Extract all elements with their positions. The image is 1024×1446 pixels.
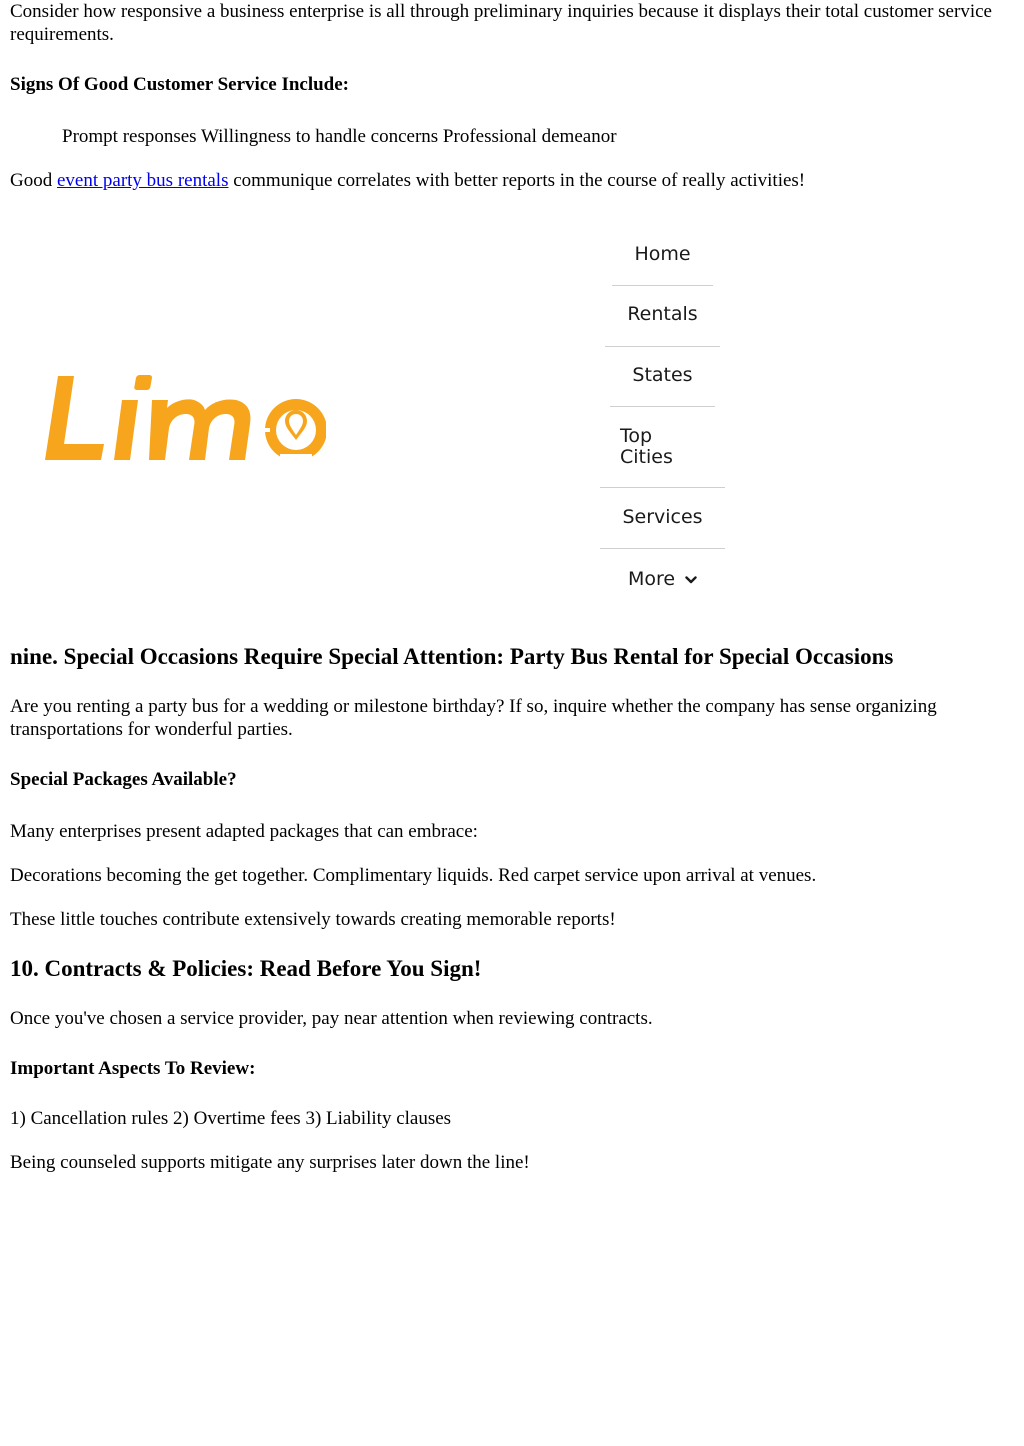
packages-paragraph-3: These little touches contribute extensively towards creating memorable reports! bbox=[10, 909, 616, 930]
nav-divider bbox=[600, 487, 725, 488]
nav-divider bbox=[600, 548, 725, 549]
section10-heading: 10. Contracts & Policies: Read Before You Sign! bbox=[10, 956, 482, 981]
nav-services[interactable]: Services bbox=[622, 506, 703, 528]
good-prefix: Good bbox=[10, 170, 57, 191]
nav-top-cities-line2: Cities bbox=[620, 446, 673, 468]
nav-divider bbox=[605, 346, 720, 347]
good-suffix: communique correlates with better reports in the course of really activities! bbox=[228, 170, 806, 191]
nav-more-label: More bbox=[627, 568, 676, 590]
aspects-list: 1) Cancellation rules 2) Overtime fees 3) Liability clauses bbox=[10, 1108, 452, 1129]
chevron-down-icon bbox=[685, 568, 697, 589]
nav-states[interactable]: States bbox=[632, 364, 693, 386]
good-paragraph bbox=[10, 169, 805, 192]
section9-heading: nine. Special Occasions Require Special Attention: Party Bus Rental for Special Occasions bbox=[10, 644, 894, 669]
packages-paragraph-1: Many enterprises present adapted packages that can embrace: bbox=[10, 821, 478, 842]
signs-heading: Signs Of Good Customer Service Include: bbox=[10, 74, 350, 95]
nav-divider bbox=[612, 285, 713, 286]
aspects-heading: Important Aspects To Review: bbox=[10, 1058, 256, 1079]
limo-logo-graphic bbox=[44, 372, 326, 464]
intro-paragraph: Consider how responsive a business enterprise is all through preliminary inquiries because it displays their total customer service requirements. bbox=[10, 1, 992, 45]
nav-more[interactable] bbox=[600, 568, 725, 590]
limo-logo[interactable] bbox=[44, 372, 326, 464]
location-pin-icon bbox=[260, 399, 326, 462]
nav-top-cities[interactable] bbox=[620, 426, 673, 468]
nav-divider bbox=[610, 406, 715, 407]
event-party-bus-rentals-link[interactable]: event party bus rentals bbox=[56, 170, 229, 191]
section9-paragraph: Are you renting a party bus for a wedding or milestone birthday? If so, inquire whether the company has sense organizing transportations for wonderful parties. bbox=[10, 696, 937, 740]
nav-top-cities-line1: Top bbox=[620, 425, 653, 447]
packages-paragraph-2: Decorations becoming the get together. Complimentary liquids. Red carpet service upon arrival at venues. bbox=[10, 865, 817, 886]
closing-paragraph: Being counseled supports mitigate any surprises later down the line! bbox=[10, 1152, 530, 1173]
section10-paragraph: Once you've chosen a service provider, pay near attention when reviewing contracts. bbox=[10, 1008, 653, 1029]
packages-heading: Special Packages Available? bbox=[10, 769, 237, 790]
nav-home[interactable]: Home bbox=[634, 243, 691, 265]
signs-list: Prompt responses Willingness to handle concerns Professional demeanor bbox=[62, 126, 617, 147]
nav-rentals[interactable]: Rentals bbox=[627, 303, 698, 325]
